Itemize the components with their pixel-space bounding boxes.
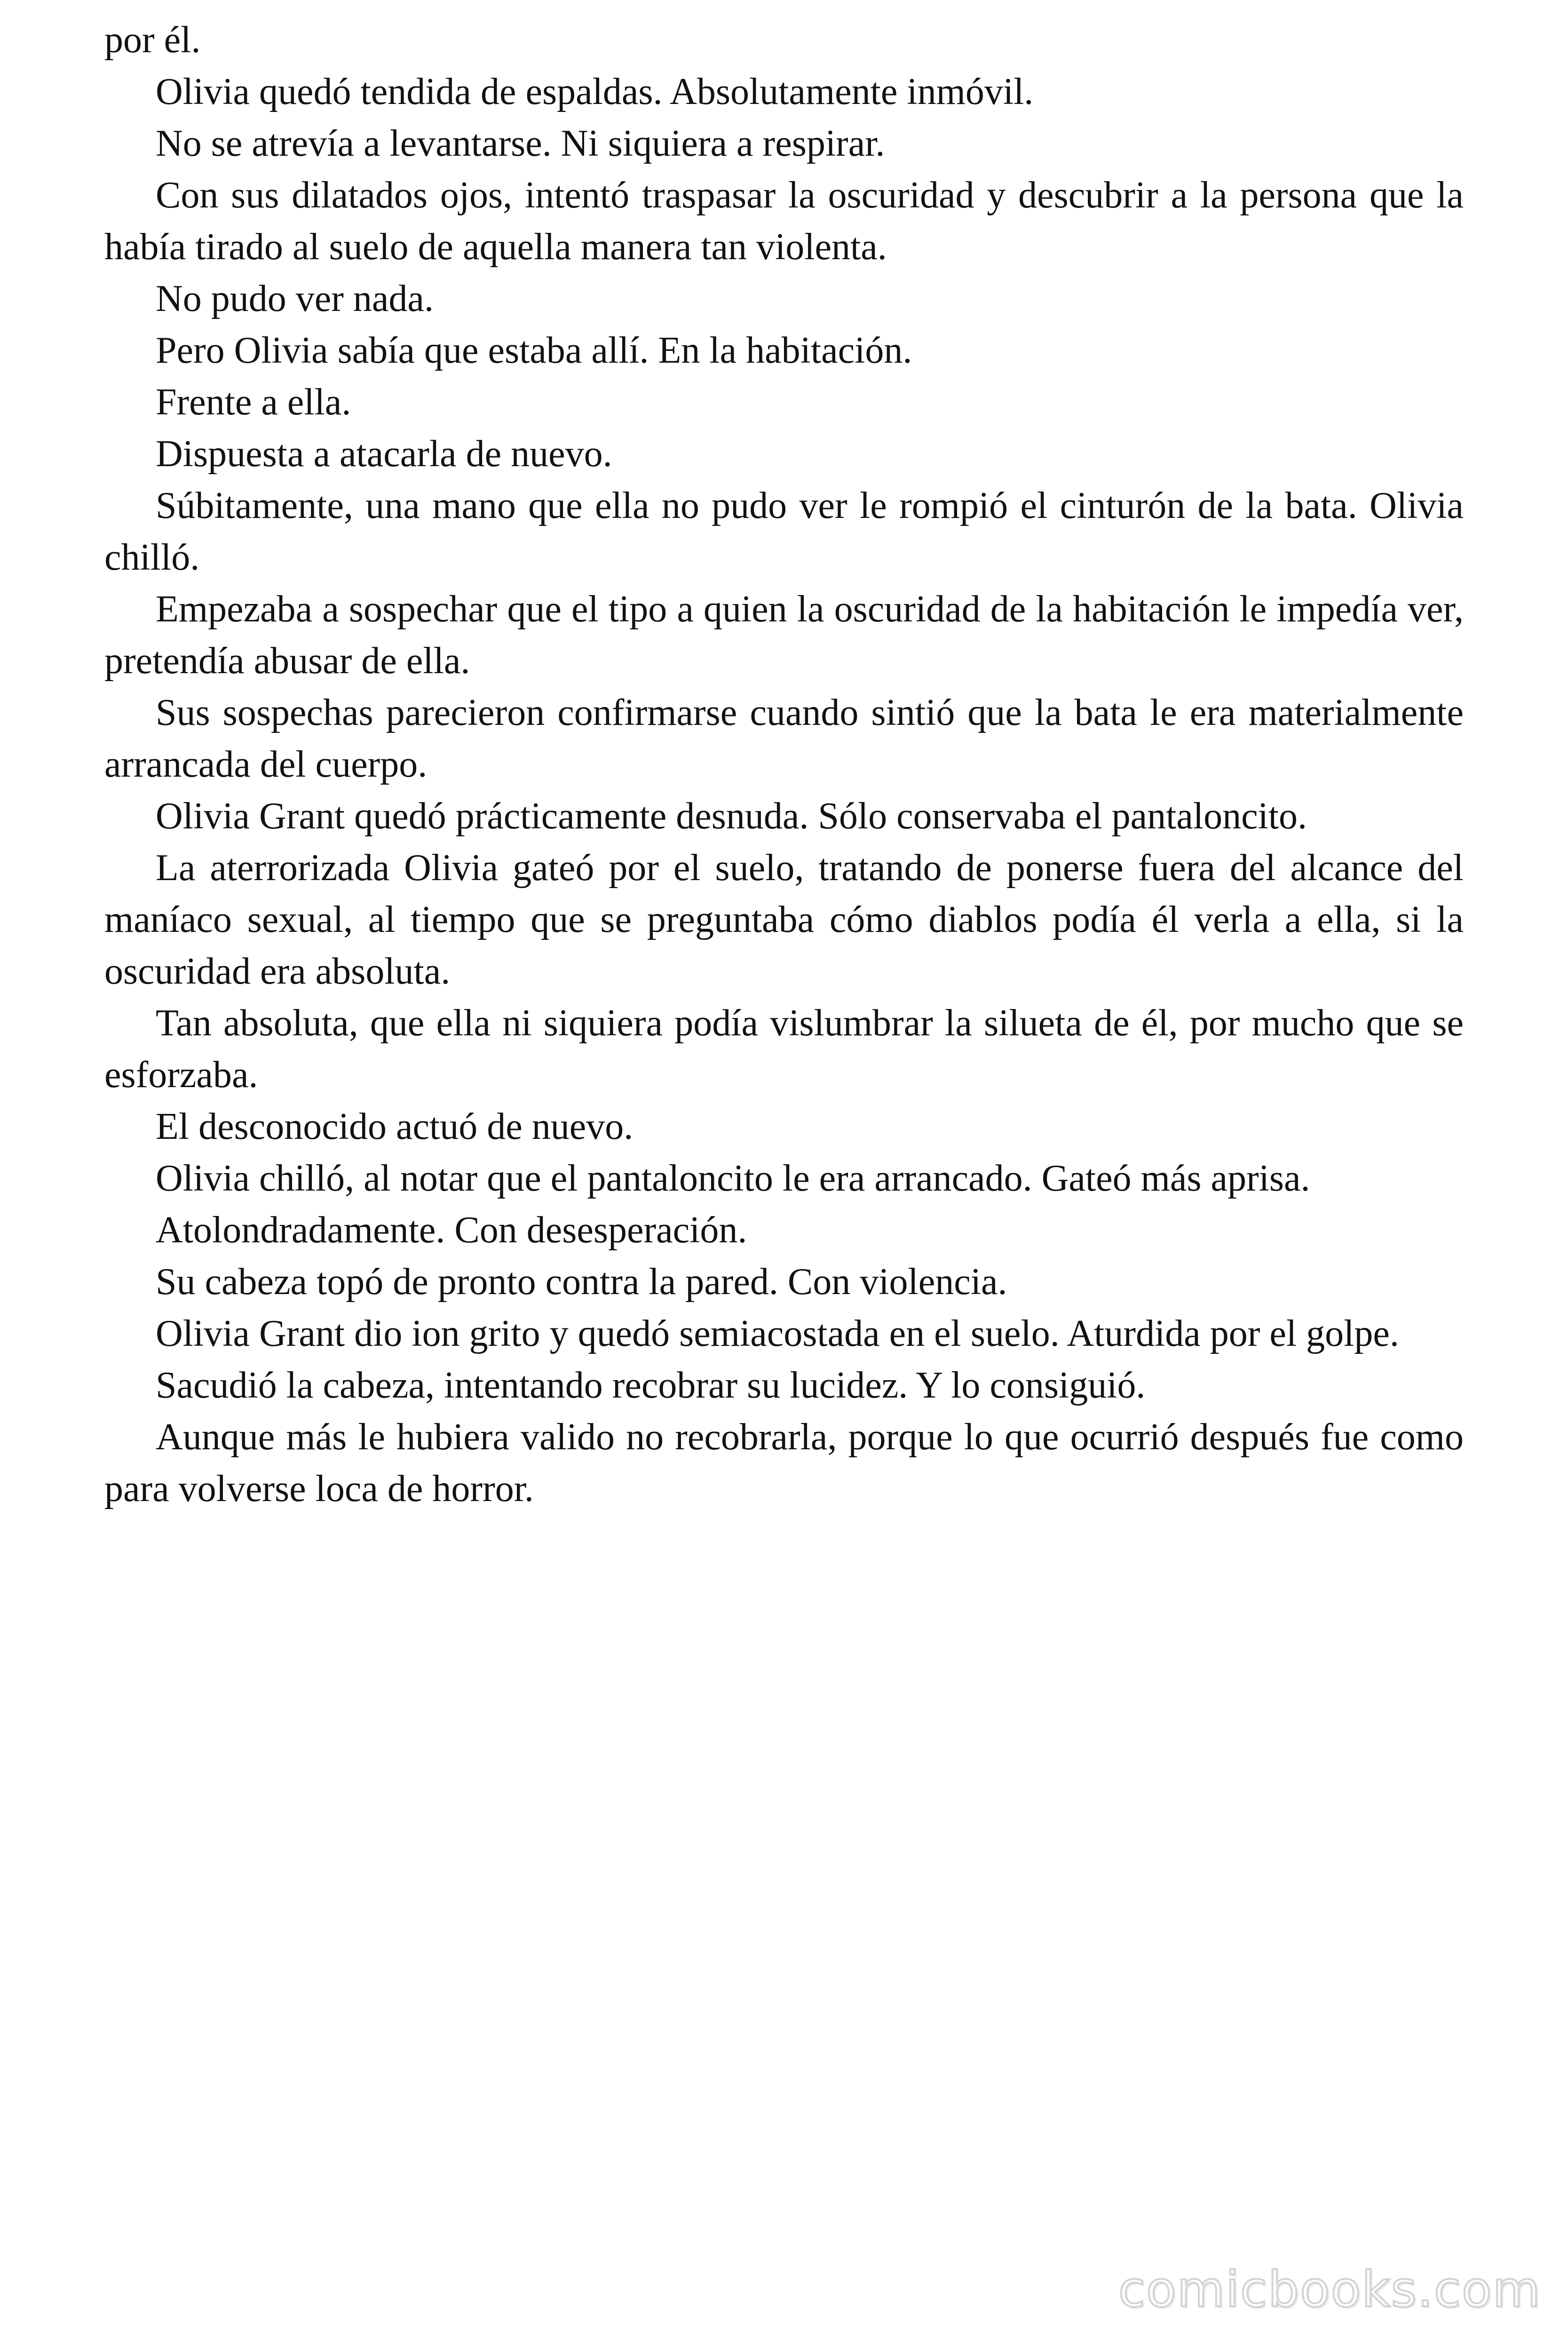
paragraph: Súbitamente, una mano que ella no pudo ver le rompió el cinturón de la bata. Olivia chilló. [104,485,1464,578]
paragraph: Olivia Grant quedó prácticamente desnuda. Sólo conservaba el pantaloncito. [156,795,1307,837]
watermark-logo: comicbooks.com [1118,2261,1541,2318]
paragraph: Con sus dilatados ojos, intentó traspasar la oscuridad y descubrir a la persona que la había tirado al suelo de aquella manera tan violenta. [104,175,1464,268]
paragraph: Sus sospechas parecieron confirmarse cuando sintió que la bata le era materialmente arrancada del cuerpo. [104,692,1464,785]
paragraph: Olivia chilló, al notar que el pantaloncito le era arrancado. Gateó más aprisa. [156,1158,1310,1199]
paragraph: El desconocido actuó de nuevo. [156,1106,634,1147]
paragraph-continuation: por él. [104,19,201,61]
paragraph: No se atrevía a levantarse. Ni siquiera a respirar. [156,123,885,164]
paragraph: Olivia Grant dio ion grito y quedó semiacostada en el suelo. Aturdida por el golpe. [156,1313,1399,1354]
document-page [104,14,1464,1515]
paragraph: Dispuesta a atacarla de nuevo. [156,433,612,475]
paragraph: Frente a ella. [156,381,351,423]
paragraph: Empezaba a sospechar que el tipo a quien la oscuridad de la habitación le impedía ver, pretendía abusar de ella. [104,588,1464,682]
paragraph: Tan absoluta, que ella ni siquiera podía vislumbrar la silueta de él, por mucho que se esforzaba. [104,1002,1464,1096]
paragraph: Su cabeza topó de pronto contra la pared. Con violencia. [156,1261,1007,1303]
paragraph: Olivia quedó tendida de espaldas. Absolutamente inmóvil. [156,71,1034,112]
paragraph: Sacudió la cabeza, intentando recobrar su lucidez. Y lo consiguió. [156,1365,1146,1406]
paragraph: No pudo ver nada. [156,278,434,319]
paragraph: La aterrorizada Olivia gateó por el suelo, tratando de ponerse fuera del alcance del maníaco sexual, al tiempo que se preguntaba cómo diablos podía él verla a ella, si la oscuridad era absoluta. [104,847,1464,992]
paragraph: Pero Olivia sabía que estaba allí. En la habitación. [156,330,912,371]
paragraph: Aunque más le hubiera valido no recobrarla, porque lo que ocurrió después fue como para volverse loca de horror. [104,1416,1464,1510]
paragraph: Atolondradamente. Con desesperación. [156,1209,747,1251]
